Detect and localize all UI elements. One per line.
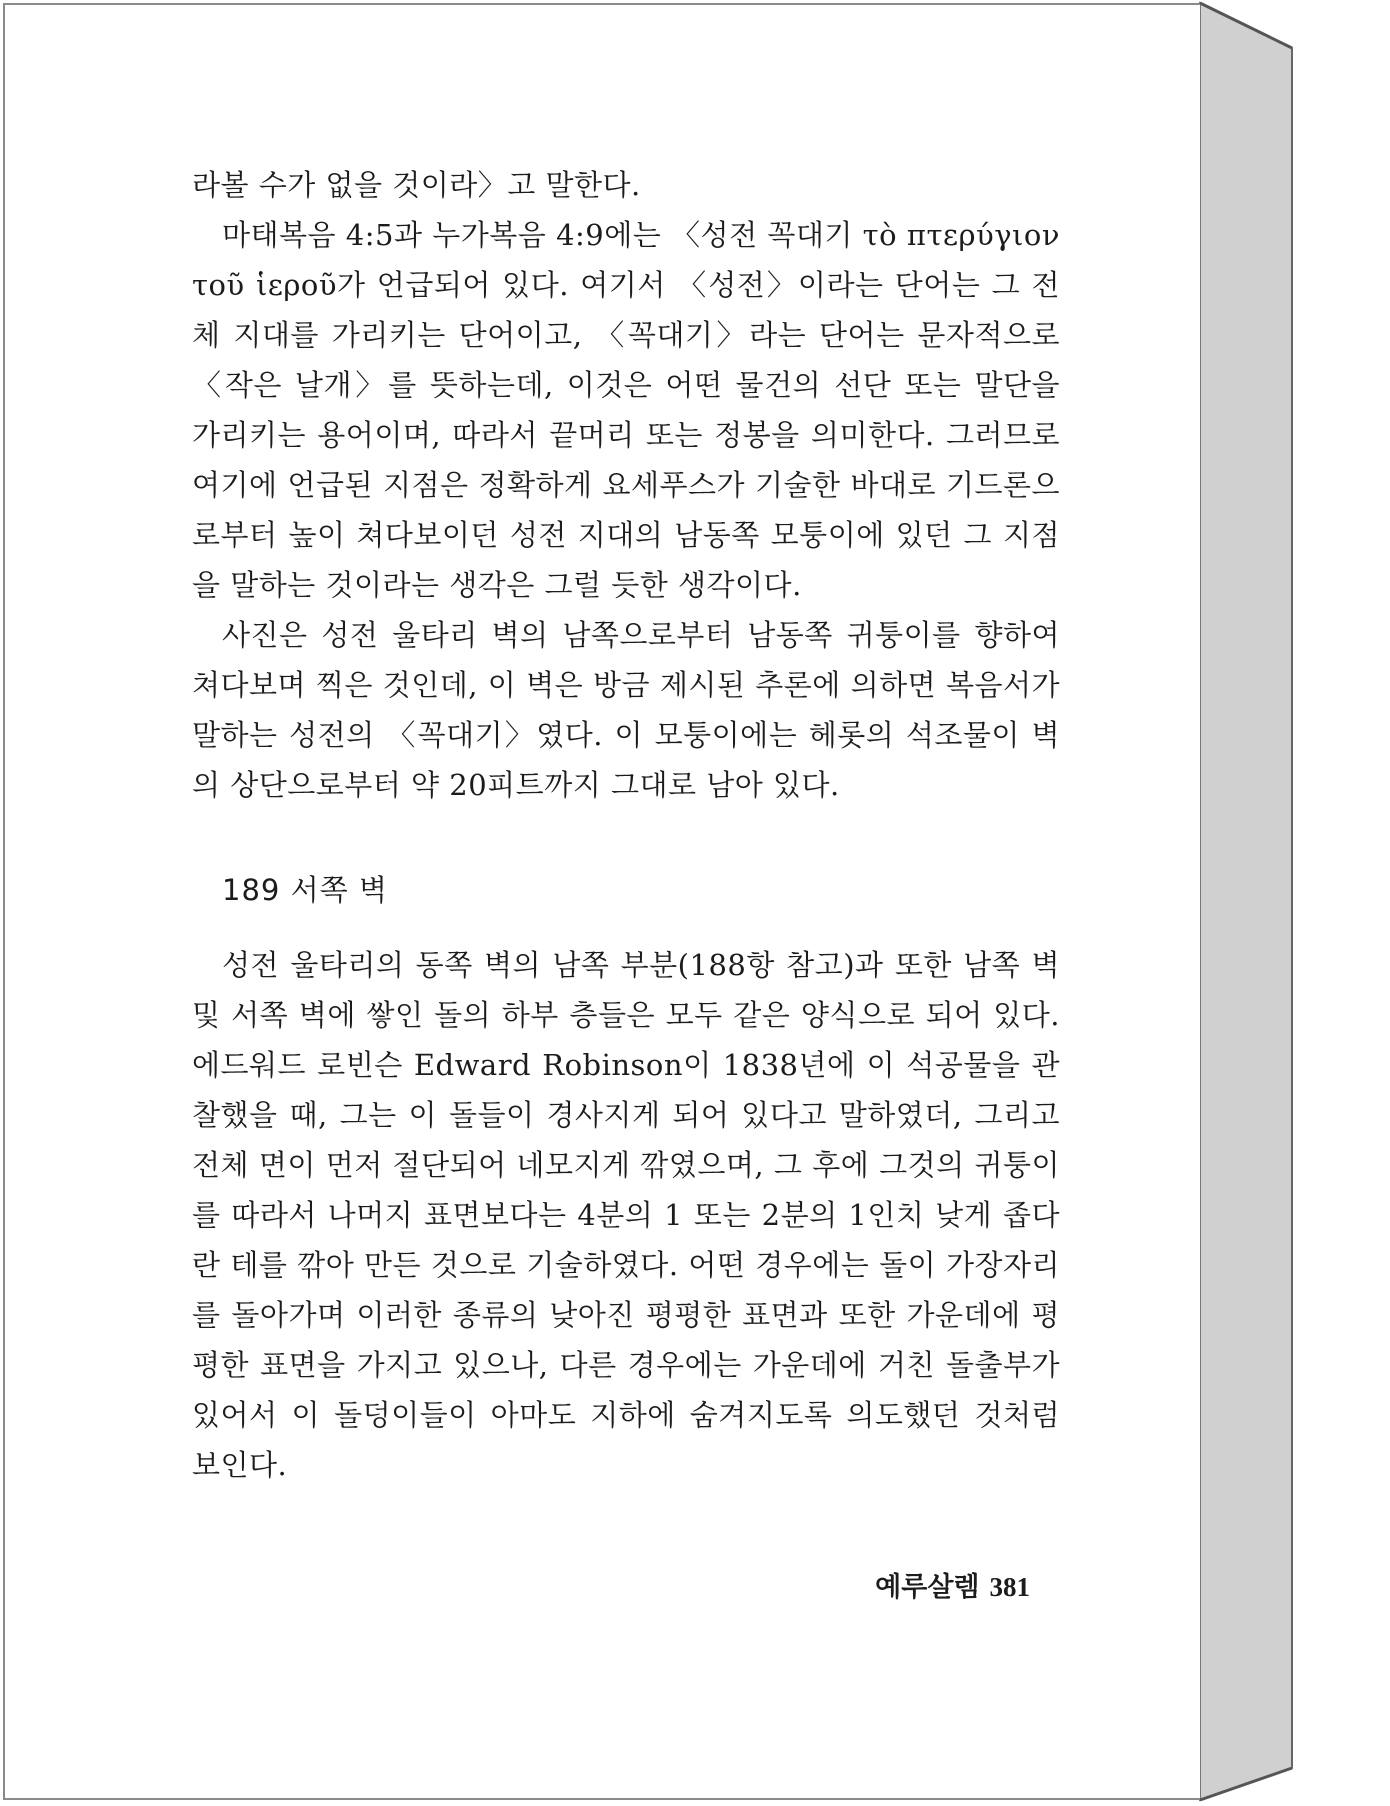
paragraph: 사진은 성전 울타리 벽의 남쪽으로부터 남동쪽 귀퉁이를 향하여 쳐다보며 찍은 것인데, 이 벽은 방금 제시된 추론에 의하면 복음서가 말하는 성전의 〈꼭대기〉였다. 이 모퉁이에는 헤롯의 석조물이 벽의 상단으로부터 약 20피트까지 그대로 남아 있다.	[192, 618, 1060, 802]
page-number: 381	[989, 1572, 1030, 1602]
section-heading: 189 서쪽 벽	[222, 873, 388, 907]
paragraph: 라볼 수가 없을 것이라〉고 말한다.	[192, 168, 641, 202]
page-footer	[860, 1565, 1030, 1604]
paragraph: 성전 울타리의 동쪽 벽의 남쪽 부분(188항 참고)과 또한 남쪽 벽 및 서쪽 벽에 쌓인 돌의 하부 층들은 모두 같은 양식으로 되어 있다. 에드워드 로빈슨 Edward Robinson이 1838년에 이 석공물을 관찰했을 때, 그는 이 돌들이 경사지게 되어 있다고 말하였더, 그리고 전체 면이 먼저 절단되어 네모지게 깎였으며, 그 후에 그것의 귀퉁이를 따라서 나머지 표면보다는 4분의 1 또는 2분의 1인치 낮게 좁다란 테를 깎아 만든 것으로 기술하였다. 어떤 경우에는 돌이 가장자리를 돌아가며 이러한 종류의 낮아진 평평한 표면과 또한 가운데에 평평한 표면을 가지고 있으나, 다른 경우에는 가운데에 거친 돌출부가 있어서 이 돌덩이들이 아마도 지하에 숨겨지도록 의도했던 것처럼 보인다.	[192, 948, 1060, 1482]
running-title: 예루살렘	[875, 1572, 980, 1602]
page-body	[192, 160, 1060, 1490]
paragraph: 마태복음 4:5과 누가복음 4:9에는 〈성전 꼭대기 τὸ πτερύγιον τοῦ ἱεροῦ가 언급되어 있다. 여기서 〈성전〉이라는 단어는 그 전체 지대를 가리키는 단어이고, 〈꼭대기〉라는 단어는 문자적으로 〈작은 날개〉를 뜻하는데, 이것은 어떤 물건의 선단 또는 말단을 가리키는 용어이며, 따라서 끝머리 또는 정봉을 의미한다. 그러므로 여기에 언급된 지점은 정확하게 요세푸스가 기술한 바대로 기드론으로부터 높이 쳐다보이던 성전 지대의 남동쪽 모퉁이에 있던 그 지점을 말하는 것이라는 생각은 그럴 듯한 생각이다.	[192, 218, 1060, 602]
